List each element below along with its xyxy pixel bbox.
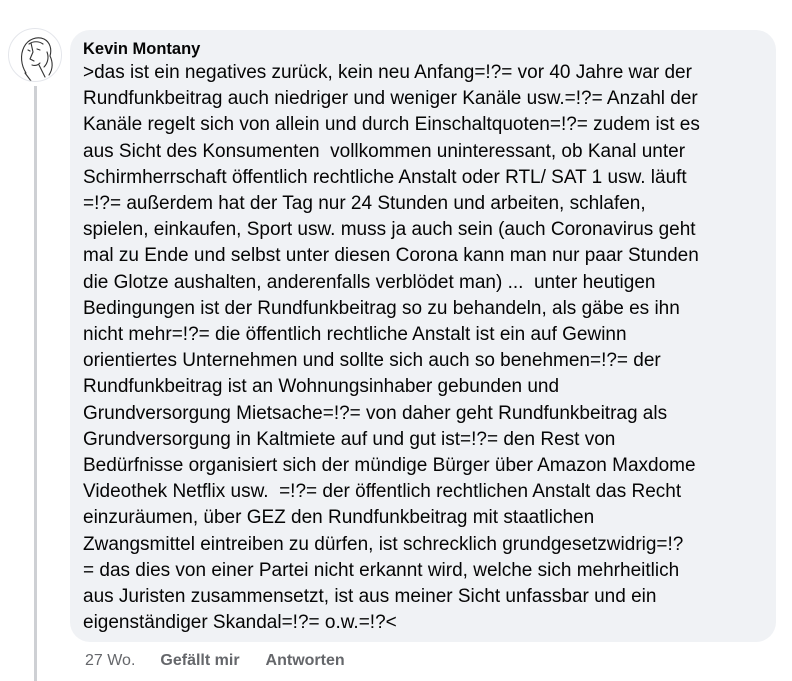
comment-text-line: spielen, einkaufen, Sport usw. muss ja auch sein (auch Coronavirus geht bbox=[83, 219, 696, 241]
comment-text-line: Rundfunkbeitrag auch niedriger und weniger Kanäle usw.=!?= Anzahl der bbox=[83, 88, 698, 110]
comment-text-line: Rundfunkbeitrag ist an Wohnungsinhaber gebunden und bbox=[83, 376, 560, 398]
comment-text-line: einzuräumen, über GEZ den Rundfunkbeitrag mit staatlichen bbox=[83, 507, 595, 529]
comment-text-line: Zwangsmittel eintreiben zu dürfen, ist schrecklich grundgesetzwidrig=!? bbox=[83, 533, 684, 555]
comment-bubble bbox=[70, 30, 776, 642]
comment-text-line: eigenständiger Skandal=!?= o.w.=!?< bbox=[83, 612, 397, 634]
like-button[interactable]: Gefällt mir bbox=[160, 652, 240, 669]
comment-text-line: aus Juristen zusammensetzt, ist aus meiner Sicht unfassbar und ein bbox=[83, 586, 657, 608]
comment-text-line: Kanäle regelt sich von allein und durch Einschaltquoten=!?= zudem ist es bbox=[83, 114, 700, 136]
comment-text-line: Schirmherrschaft öffentlich rechtliche Anstalt oder RTL/ SAT 1 usw. läuft bbox=[83, 166, 687, 188]
comment-text-line: Bedingungen ist der Rundfunkbeitrag so zu behandeln, als gäbe es ihn bbox=[83, 297, 680, 319]
comment-text-line: nicht mehr=!?= die öffentlich rechtliche Anstalt ist ein auf Gewinn bbox=[83, 324, 627, 346]
comment-actions bbox=[85, 652, 345, 670]
comment-text-line: aus Sicht des Konsumenten vollkommen uninteressant, ob Kanal unter bbox=[83, 140, 686, 162]
comment-text-line: Bedürfnisse organisiert sich der mündige Bürger über Amazon Maxdome bbox=[83, 455, 696, 477]
comment-text-line: Grundversorgung in Kaltmiete auf und gut ist=!?= den Rest von bbox=[83, 428, 616, 450]
comment-text-line: die Glotze aushalten, anderenfalls verblödet man) ... unter heutigen bbox=[83, 271, 656, 293]
avatar[interactable] bbox=[8, 28, 62, 82]
comment-text-line: = das dies von einer Partei nicht erkannt wird, welche sich mehrheitlich bbox=[83, 559, 680, 581]
sketched-face-avatar-icon bbox=[9, 29, 62, 82]
comment-text bbox=[83, 60, 762, 636]
comment-text-line: orientiertes Unternehmen und sollte sich auch so benehmen=!?= der bbox=[83, 350, 661, 372]
comment-text-line: mal zu Ende und selbst unter diesen Corona kann man nur paar Stunden bbox=[83, 245, 699, 267]
comment-timestamp[interactable]: 27 Wo. bbox=[85, 652, 136, 669]
comment-text-line: Videothek Netflix usw. =!?= der öffentlich rechtlichen Anstalt das Recht bbox=[83, 481, 682, 503]
comment-author[interactable]: Kevin Montany bbox=[83, 40, 201, 58]
comment-text-line: Grundversorgung Mietsache=!?= von daher geht Rundfunkbeitrag als bbox=[83, 402, 668, 424]
comment-text-line: >das ist ein negatives zurück, kein neu Anfang=!?= vor 40 Jahre war der bbox=[83, 62, 692, 83]
comment-text-line: =!?= außerdem hat der Tag nur 24 Stunden und arbeiten, schlafen, bbox=[83, 193, 646, 215]
reply-button[interactable]: Antworten bbox=[265, 652, 345, 669]
thread-line bbox=[34, 86, 37, 681]
